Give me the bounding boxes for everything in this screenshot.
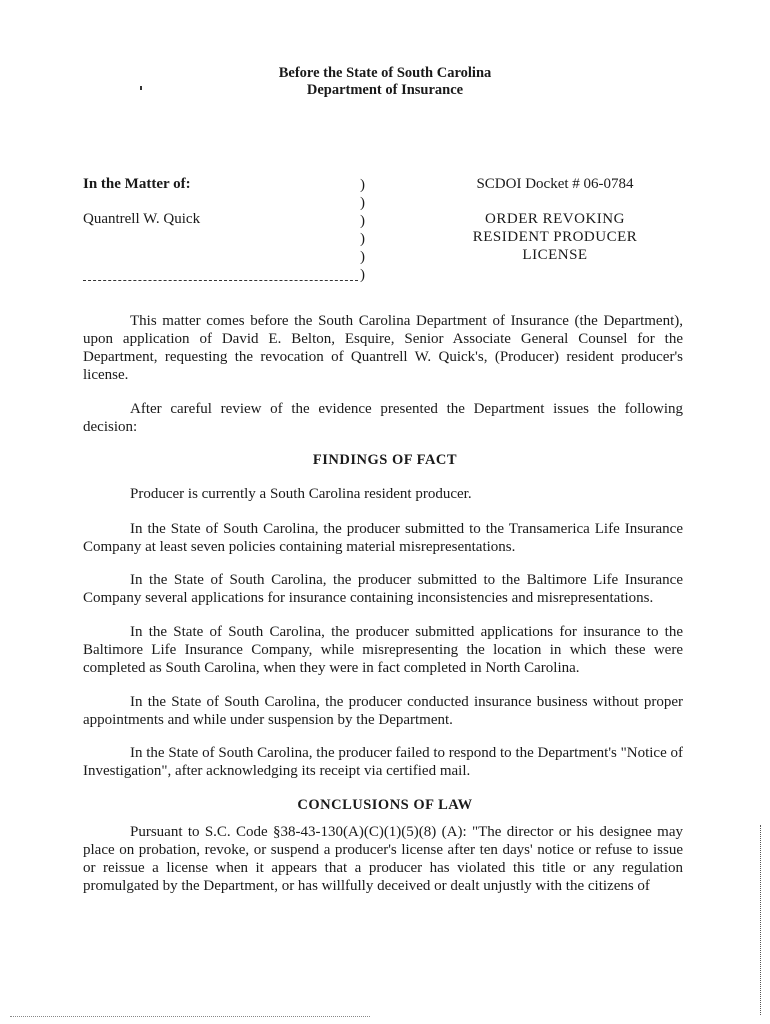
review-paragraph: After careful review of the evidence presented the Department issues the following decision: <box>83 401 683 435</box>
finding-paragraph: In the State of South Carolina, the producer conducted insurance business without proper appointments and while under suspension by the Department. <box>83 694 683 728</box>
intro-paragraph: This matter comes before the South Carolina Department of Insurance (the Department), upon application of David E. Belton, Esquire, Senior Associate General Counsel for the Department, requesting the revocation of Quantrell W. Quick's, (Producer) resident producer's license. <box>83 313 683 383</box>
scan-artifact-right <box>760 825 762 1015</box>
docket-number: SCDOI Docket # 06-0784 <box>476 176 634 192</box>
finding-paragraph: In the State of South Carolina, the producer failed to respond to the Department's "Notice of Investigation", after acknowledging its receipt via certified mail. <box>83 745 683 779</box>
order-title: ORDER REVOKING RESIDENT PRODUCER LICENSE <box>472 211 638 263</box>
caption-parentheses: ) ) ) ) ) ) <box>360 177 365 283</box>
conclusions-heading: CONCLUSIONS OF LAW <box>297 797 473 813</box>
party-name: Quantrell W. Quick <box>83 211 201 227</box>
header-line-2: Department of Insurance <box>306 82 464 98</box>
finding-paragraph: In the State of South Carolina, the producer submitted to the Baltimore Life Insurance Company several applications for insurance containing inconsistencies and misrepresentations. <box>83 572 683 606</box>
caption-rule <box>83 280 358 281</box>
scan-artifact-bottom <box>10 1016 370 1019</box>
finding-paragraph: In the State of South Carolina, the producer submitted applications for insurance to the Baltimore Life Insurance Company, while misrepresenting the location in which these were completed as South Carolina, when they were in fact completed in North Carolina. <box>83 624 683 676</box>
caption-right <box>420 176 690 264</box>
finding-paragraph: In the State of South Carolina, the producer submitted to the Transamerica Life Insurance Company at least seven policies containing material misrepresentations. <box>83 521 683 555</box>
caption-left <box>83 176 343 227</box>
matter-label: In the Matter of: <box>83 176 191 192</box>
conclusion-paragraph: Pursuant to S.C. Code §38-43-130(A)(C)(1)(5)(8) (A): "The director or his designee may place on probation, revoke, or suspend a producer's license after ten days' notice or refuse to issue or reissue a license when it appears that a producer has violated this title or any regulation promulgated by the Department, or has willfully deceived or dealt unjustly with the citizens of <box>83 824 683 894</box>
findings-heading: FINDINGS OF FACT <box>312 452 458 468</box>
finding-paragraph: Producer is currently a South Carolina resident producer. <box>130 486 472 502</box>
scan-speck <box>140 86 142 90</box>
header-line-1: Before the State of South Carolina <box>278 65 492 81</box>
